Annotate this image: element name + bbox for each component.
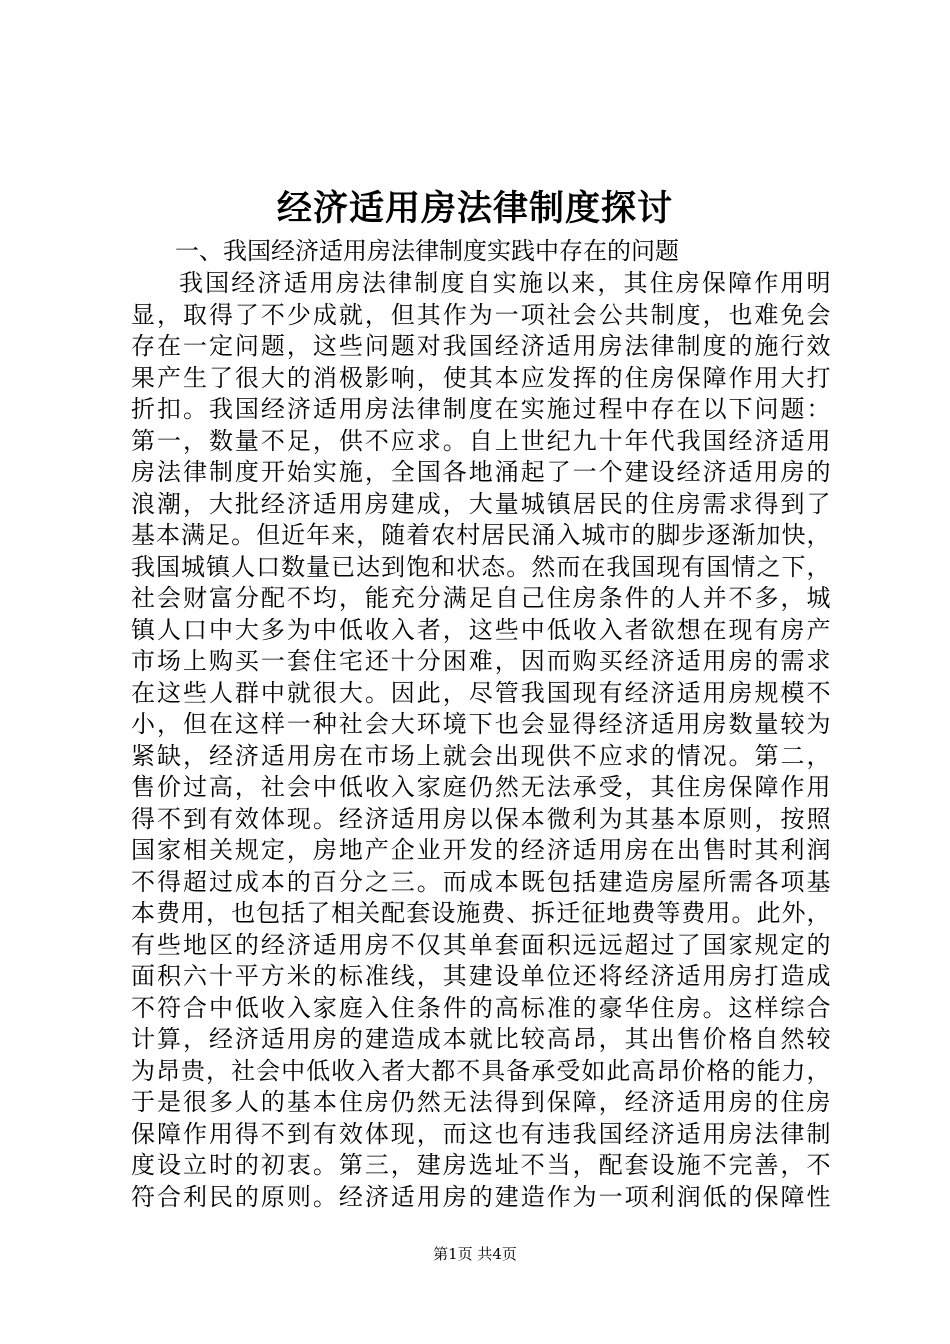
body-line: 房法律制度开始实施，全国各地涌起了一个建设经济适用房的 bbox=[131, 458, 831, 486]
body-line: 不符合中低收入家庭入住条件的高标准的豪华住房。这样综合 bbox=[131, 993, 831, 1022]
body-line: 显，取得了不少成就，但其作为一项社会公共制度，也难免会 bbox=[131, 300, 831, 329]
body-line: 售价过高，社会中低收入家庭仍然无法承受，其住房保障作用 bbox=[131, 773, 831, 801]
body-line: 得不到有效体现。经济适用房以保本微利为其基本原则，按照 bbox=[131, 804, 831, 833]
body-line: 基本满足。但近年来，随着农村居民涌入城市的脚步逐渐加快， bbox=[131, 521, 831, 549]
body-line: 符合利民的原则。经济适用房的建造作为一项利润低的保障性 bbox=[131, 1182, 831, 1211]
body-line: 面积六十平方米的标准线，其建设单位还将经济适用房打造成 bbox=[131, 962, 831, 990]
body-line: 我国城镇人口数量已达到饱和状态。然而在我国现有国情之下， bbox=[131, 552, 831, 581]
body-line: 为昂贵，社会中低收入者大都不具备承受如此高昂价格的能力， bbox=[131, 1056, 831, 1085]
body-line: 度设立时的初衷。第三，建房选址不当，配套设施不完善，不 bbox=[131, 1151, 831, 1179]
body-line: 本费用，也包括了相关配套设施费、拆迁征地费等费用。此外， bbox=[131, 899, 831, 927]
body-line: 保障作用得不到有效体现，而这也有违我国经济适用房法律制 bbox=[131, 1119, 831, 1148]
body-line: 我国经济适用房法律制度自实施以来，其住房保障作用明 bbox=[179, 269, 831, 297]
body-line: 镇人口中大多为中低收入者，这些中低收入者欲想在现有房产 bbox=[131, 615, 831, 644]
body-line: 浪潮，大批经济适用房建成，大量城镇居民的住房需求得到了 bbox=[131, 489, 831, 518]
body-line: 折扣。我国经济适用房法律制度在实施过程中存在以下问题： bbox=[131, 395, 831, 423]
section-heading: 一、我国经济适用房法律制度实践中存在的问题 bbox=[175, 237, 679, 265]
body-line: 存在一定问题，这些问题对我国经济适用房法律制度的施行效 bbox=[131, 332, 831, 360]
document-title: 经济适用房法律制度探讨 bbox=[276, 188, 673, 229]
page-footer: 第1页 共4页 bbox=[433, 1245, 517, 1263]
body-line: 国家相关规定，房地产企业开发的经济适用房在出售时其利润 bbox=[131, 836, 831, 864]
body-line: 紧缺，经济适用房在市场上就会出现供不应求的情况。第二， bbox=[131, 741, 831, 770]
body-line: 在这些人群中就很大。因此，尽管我国现有经济适用房规模不 bbox=[131, 678, 831, 707]
body-line: 不得超过成本的百分之三。而成本既包括建造房屋所需各项基 bbox=[131, 867, 831, 896]
body-line: 有些地区的经济适用房不仅其单套面积远远超过了国家规定的 bbox=[131, 930, 831, 959]
body-line: 果产生了很大的消极影响，使其本应发挥的住房保障作用大打 bbox=[131, 363, 831, 392]
body-line: 社会财富分配不均，能充分满足自己住房条件的人并不多，城 bbox=[131, 584, 831, 612]
body-line: 于是很多人的基本住房仍然无法得到保障，经济适用房的住房 bbox=[131, 1088, 831, 1116]
body-line: 计算，经济适用房的建造成本就比较高昂，其出售价格自然较 bbox=[131, 1025, 831, 1053]
body-line: 第一，数量不足，供不应求。自上世纪九十年代我国经济适用 bbox=[131, 426, 831, 455]
body-paragraph bbox=[131, 268, 831, 1213]
body-line: 市场上购买一套住宅还十分困难，因而购买经济适用房的需求 bbox=[131, 647, 831, 675]
body-line: 小，但在这样一种社会大环境下也会显得经济适用房数量较为 bbox=[131, 710, 831, 738]
